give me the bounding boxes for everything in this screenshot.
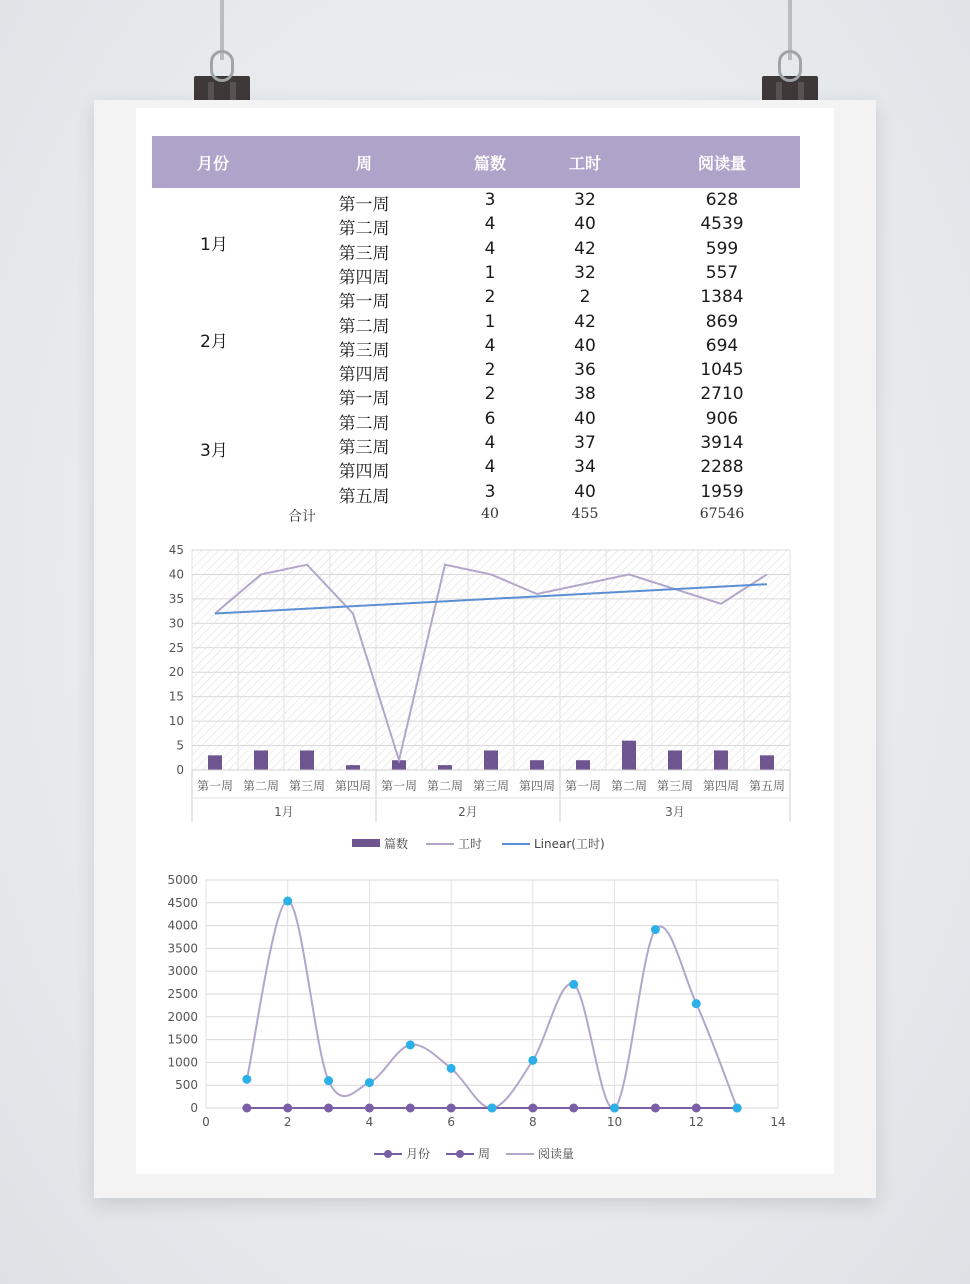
legend-label-week: 周 bbox=[478, 1147, 491, 1161]
x-tick-label: 第二周 bbox=[610, 779, 648, 793]
table-row bbox=[152, 384, 800, 408]
x-tick-label: 第三周 bbox=[656, 779, 694, 793]
x-tick-label: 14 bbox=[770, 1115, 786, 1129]
y-tick-label: 4500 bbox=[167, 895, 198, 910]
point-reads bbox=[324, 1076, 333, 1085]
table-cell-articles: 4 bbox=[484, 238, 496, 259]
table-cell-reads: 557 bbox=[705, 262, 739, 283]
table-cell-reads: 869 bbox=[705, 311, 739, 332]
table-cell-week: 第五周 bbox=[338, 486, 390, 507]
table-cell-articles: 1 bbox=[484, 311, 496, 332]
y-tick-label: 1000 bbox=[167, 1055, 198, 1070]
point-reads bbox=[242, 1075, 251, 1084]
legend-label-hours: 工时 bbox=[458, 837, 483, 851]
legend-dot-week bbox=[456, 1150, 464, 1158]
x-tick-label: 第一周 bbox=[564, 779, 602, 793]
table-cell-articles: 2 bbox=[484, 384, 496, 405]
x-tick-label: 第二周 bbox=[426, 779, 464, 793]
total-hours: 455 bbox=[571, 506, 599, 522]
legend-label-linear: Linear(工时) bbox=[534, 837, 605, 851]
table-cell-reads: 2288 bbox=[700, 457, 744, 478]
y-tick-label: 5 bbox=[176, 738, 184, 753]
point-reads bbox=[488, 1104, 497, 1113]
x-tick-label: 2 bbox=[283, 1115, 292, 1129]
table-cell-week: 第三周 bbox=[338, 340, 390, 361]
table-cell-articles: 4 bbox=[484, 214, 496, 235]
table-cell-hours: 40 bbox=[574, 214, 596, 235]
legend-label-month: 月份 bbox=[406, 1147, 431, 1161]
point-month-week bbox=[242, 1104, 251, 1113]
y-tick-label: 3500 bbox=[167, 941, 198, 956]
table-cell-articles: 3 bbox=[484, 481, 496, 502]
total-row bbox=[152, 506, 800, 526]
bar-articles bbox=[438, 765, 452, 770]
table-cell-reads: 4539 bbox=[700, 214, 744, 235]
table-cell-reads: 1959 bbox=[700, 481, 744, 502]
month-label-jan: 1月 bbox=[200, 235, 228, 255]
y-tick-label: 3000 bbox=[167, 964, 198, 979]
group-label: 2月 bbox=[458, 805, 478, 819]
group-label: 1月 bbox=[274, 805, 294, 819]
table-row bbox=[152, 409, 800, 433]
x-tick-label: 10 bbox=[606, 1115, 623, 1129]
line-reads-smooth bbox=[247, 901, 737, 1108]
table-cell-articles: 4 bbox=[484, 433, 496, 453]
table-row bbox=[152, 263, 800, 287]
x-tick-label: 第一周 bbox=[380, 779, 418, 793]
x-tick-label: 第三周 bbox=[472, 779, 510, 793]
bar-articles bbox=[254, 750, 268, 770]
point-reads bbox=[406, 1040, 415, 1049]
point-reads bbox=[569, 980, 578, 989]
table-cell-reads: 694 bbox=[705, 335, 739, 356]
bar-articles bbox=[484, 750, 498, 770]
table-row bbox=[152, 360, 800, 384]
table-row bbox=[152, 457, 800, 481]
table-cell-hours: 32 bbox=[574, 190, 596, 210]
y-tick-label: 4000 bbox=[167, 918, 198, 933]
bar-articles bbox=[530, 760, 544, 770]
point-reads bbox=[733, 1104, 742, 1113]
table-cell-articles: 2 bbox=[484, 287, 496, 308]
table-cell-week: 第四周 bbox=[338, 267, 390, 288]
table-cell-reads: 2710 bbox=[700, 384, 744, 405]
table-cell-hours: 42 bbox=[574, 238, 596, 259]
header-articles: 篇数 bbox=[473, 153, 506, 173]
table-cell-hours: 40 bbox=[574, 481, 596, 502]
x-tick-label: 6 bbox=[447, 1115, 455, 1129]
table-cell-week: 第三周 bbox=[338, 438, 390, 458]
y-tick-label: 45 bbox=[168, 543, 184, 557]
poster-paper bbox=[94, 100, 876, 1198]
table-cell-reads: 3914 bbox=[700, 433, 744, 453]
point-month-week bbox=[365, 1104, 374, 1113]
table-cell-hours: 38 bbox=[574, 384, 596, 405]
bar-articles bbox=[208, 755, 222, 770]
point-reads bbox=[365, 1078, 374, 1087]
table-cell-articles: 4 bbox=[484, 335, 496, 356]
table-cell-reads: 1384 bbox=[700, 287, 744, 308]
table-row bbox=[152, 214, 800, 238]
bar-articles bbox=[668, 750, 682, 770]
point-reads bbox=[528, 1056, 537, 1065]
total-label: 合计 bbox=[288, 509, 316, 525]
table-cell-articles: 4 bbox=[484, 457, 496, 478]
table-row bbox=[152, 312, 800, 336]
x-tick-label: 第四周 bbox=[702, 779, 740, 793]
table-cell-week: 第一周 bbox=[338, 389, 390, 410]
x-tick-label: 4 bbox=[365, 1115, 374, 1129]
table-cell-hours: 37 bbox=[574, 433, 596, 453]
weekly-articles-hours-chart bbox=[146, 538, 826, 858]
y-tick-label: 10 bbox=[168, 714, 184, 729]
legend-swatch-articles bbox=[352, 839, 380, 847]
bar-articles bbox=[760, 755, 774, 770]
table-cell-hours: 32 bbox=[574, 262, 596, 283]
y-tick-label: 15 bbox=[168, 689, 184, 704]
point-month-week bbox=[692, 1104, 701, 1113]
table-cell-week: 第四周 bbox=[338, 365, 390, 386]
x-tick-label: 第三周 bbox=[288, 779, 326, 793]
month-label-feb: 2月 bbox=[200, 332, 228, 352]
table-row bbox=[152, 287, 800, 311]
y-tick-label: 25 bbox=[168, 640, 184, 655]
point-month-week bbox=[569, 1104, 578, 1113]
point-month-week bbox=[447, 1104, 456, 1113]
point-month-week bbox=[324, 1104, 333, 1113]
table-cell-reads: 599 bbox=[705, 238, 739, 259]
total-articles: 40 bbox=[481, 506, 499, 522]
bar-articles bbox=[714, 750, 728, 770]
table-cell-hours: 40 bbox=[574, 408, 596, 429]
table-row bbox=[152, 433, 800, 457]
table-cell-hours: 36 bbox=[574, 360, 596, 381]
y-tick-label: 1500 bbox=[167, 1032, 198, 1047]
point-reads bbox=[651, 925, 660, 934]
table-row bbox=[152, 482, 800, 506]
table-cell-week: 第二周 bbox=[338, 316, 390, 337]
table-cell-reads: 906 bbox=[705, 408, 739, 429]
y-tick-label: 5000 bbox=[167, 873, 198, 887]
poster-content bbox=[136, 108, 834, 1174]
table-row bbox=[152, 336, 800, 360]
table-cell-articles: 3 bbox=[484, 190, 496, 210]
header-month: 月份 bbox=[196, 153, 229, 173]
point-month-week bbox=[528, 1104, 537, 1113]
reads-scatter-chart bbox=[146, 868, 826, 1168]
legend-label-articles: 篇数 bbox=[384, 837, 409, 851]
table-cell-hours: 34 bbox=[574, 457, 596, 478]
bar-articles bbox=[576, 760, 590, 770]
x-tick-label: 0 bbox=[202, 1115, 210, 1129]
group-label: 3月 bbox=[665, 805, 685, 819]
y-tick-label: 0 bbox=[190, 1101, 198, 1115]
x-tick-label: 8 bbox=[529, 1115, 537, 1129]
y-tick-label: 20 bbox=[168, 665, 184, 680]
month-label-mar: 3月 bbox=[200, 441, 228, 461]
point-reads bbox=[447, 1064, 456, 1073]
table-cell-reads: 628 bbox=[705, 190, 739, 210]
y-tick-label: 2000 bbox=[167, 1009, 198, 1024]
point-reads bbox=[692, 999, 701, 1008]
table-cell-reads: 1045 bbox=[700, 360, 744, 381]
x-tick-label: 第二周 bbox=[242, 779, 280, 793]
header-hours: 工时 bbox=[568, 153, 601, 173]
legend-dot-month bbox=[384, 1150, 392, 1158]
table-cell-articles: 2 bbox=[484, 360, 496, 381]
y-tick-label: 0 bbox=[176, 763, 184, 777]
table-cell-week: 第二周 bbox=[338, 219, 390, 240]
bar-articles bbox=[300, 750, 314, 770]
table-cell-week: 第一周 bbox=[338, 292, 390, 313]
y-tick-label: 35 bbox=[168, 591, 184, 606]
plot-area-background bbox=[192, 550, 790, 770]
bar-articles bbox=[346, 765, 360, 770]
table-cell-hours: 42 bbox=[574, 311, 596, 332]
table-cell-week: 第二周 bbox=[338, 413, 390, 434]
header-week: 周 bbox=[355, 153, 372, 173]
legend-label-reads: 阅读量 bbox=[538, 1147, 575, 1161]
y-tick-label: 2500 bbox=[167, 987, 198, 1001]
y-tick-label: 30 bbox=[168, 616, 184, 631]
table-row bbox=[152, 190, 800, 214]
table-cell-week: 第四周 bbox=[338, 462, 390, 483]
table-cell-hours: 40 bbox=[574, 335, 596, 356]
table-header bbox=[152, 136, 800, 188]
y-tick-label: 500 bbox=[175, 1078, 198, 1093]
total-reads: 67546 bbox=[699, 506, 745, 522]
header-reads: 阅读量 bbox=[697, 153, 746, 173]
bar-articles bbox=[622, 741, 636, 770]
x-tick-label: 第四周 bbox=[334, 779, 372, 793]
table-cell-articles: 1 bbox=[484, 262, 496, 283]
point-month-week bbox=[406, 1104, 415, 1113]
point-reads bbox=[283, 897, 292, 906]
table-cell-week: 第三周 bbox=[338, 243, 390, 264]
x-tick-label: 12 bbox=[688, 1115, 704, 1129]
point-reads bbox=[610, 1104, 619, 1113]
y-tick-label: 40 bbox=[168, 567, 184, 582]
table-cell-week: 第一周 bbox=[338, 195, 390, 215]
point-month-week bbox=[651, 1104, 660, 1113]
x-tick-label: 第五周 bbox=[748, 779, 786, 793]
table-row bbox=[152, 239, 800, 263]
table-cell-hours: 2 bbox=[579, 287, 591, 308]
point-month-week bbox=[283, 1104, 292, 1113]
table-cell-articles: 6 bbox=[484, 408, 496, 429]
x-tick-label: 第一周 bbox=[196, 779, 234, 793]
x-tick-label: 第四周 bbox=[518, 779, 556, 793]
